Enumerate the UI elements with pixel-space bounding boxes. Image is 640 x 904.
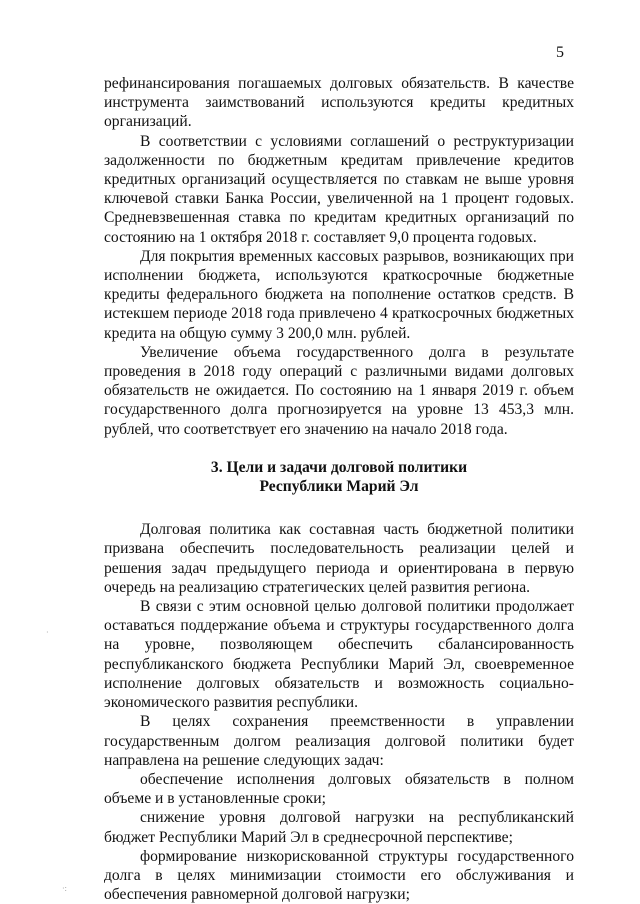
page-number: 5 bbox=[556, 44, 564, 61]
margin-mark: · bbox=[46, 628, 49, 637]
margin-mark: ·: bbox=[62, 884, 67, 893]
paragraph-restructuring: В соответствии с условиями соглашений о реструктуризации задолженности по бюджетным кредитам привлечение кредитов кредитных организаций осуществляется по ставкам не выше уровня ключевой ставки Банка России, увеличенной на 1 процент годовых. Средневзвешенная ставка по кредитам кредитных организаций по состоянию на 1 октября 2018 г. составляет 9,0 процента годовых. bbox=[104, 132, 574, 246]
paragraph-debt-policy: Долговая политика как составная часть бюджетной политики призвана обеспечить последовательность реализации целей и решения задач предыдущего периода и ориентирована в первую очередь на реализацию стратегических целей развития региона. bbox=[104, 521, 574, 596]
paragraph-main-goal: В связи с этим основной целью долговой политики продолжает оставаться поддержание объема и структуры государственного долга на уровне, позволяющем обеспечить сбалансированность республиканского бюджета Республики Марий Эл, своевременное исполнение долговых обязательств и возможность социально-экономического развития республики. bbox=[104, 598, 574, 712]
paragraph-debt-volume: Увеличение объема государственного долга в результате проведения в 2018 году операций с различными видами долговых обязательств не ожидается. По состоянию на 1 января 2019 г. объем государственного долга прогнозируется на уровне 13 453,3 млн. рублей, что соответствует его значению на начало 2018 года. bbox=[104, 343, 574, 438]
document-body bbox=[104, 74, 574, 904]
task-item-obligations: обеспечение исполнения долговых обязательств в полном объеме и в установленные сроки; bbox=[104, 770, 574, 808]
paragraph-cash-gaps: Для покрытия временных кассовых разрывов, возникающих при исполнении бюджета, используются краткосрочные бюджетные кредиты федерального бюджета на пополнение остатков средств. В истекшем периоде 2018 года привлечено 4 краткосрочных бюджетных кредита на общую сумму 3 200,0 млн. рублей. bbox=[104, 247, 574, 342]
paragraph-refinancing: рефинансирования погашаемых долговых обязательств. В качестве инструмента заимствований используются кредиты кредитных организаций. bbox=[104, 75, 574, 131]
section-heading-line-2: Республики Марий Эл bbox=[259, 478, 419, 496]
paragraph-tasks-intro: В целях сохранения преемственности в управлении государственным долгом реализация долговой политики будет направлена на решение следующих задач: bbox=[104, 713, 574, 769]
section-heading bbox=[104, 458, 574, 496]
section-heading-line-1: 3. Цели и задачи долговой политики bbox=[210, 458, 468, 476]
task-item-structure: формирование низкорискованной структуры государственного долга в целях минимизации стоимости его обслуживания и обеспечения равномерной долговой нагрузки; bbox=[104, 847, 574, 904]
task-item-debt-load: снижение уровня долговой нагрузки на республиканский бюджет Республики Марий Эл в среднесрочной перспективе; bbox=[104, 809, 574, 846]
